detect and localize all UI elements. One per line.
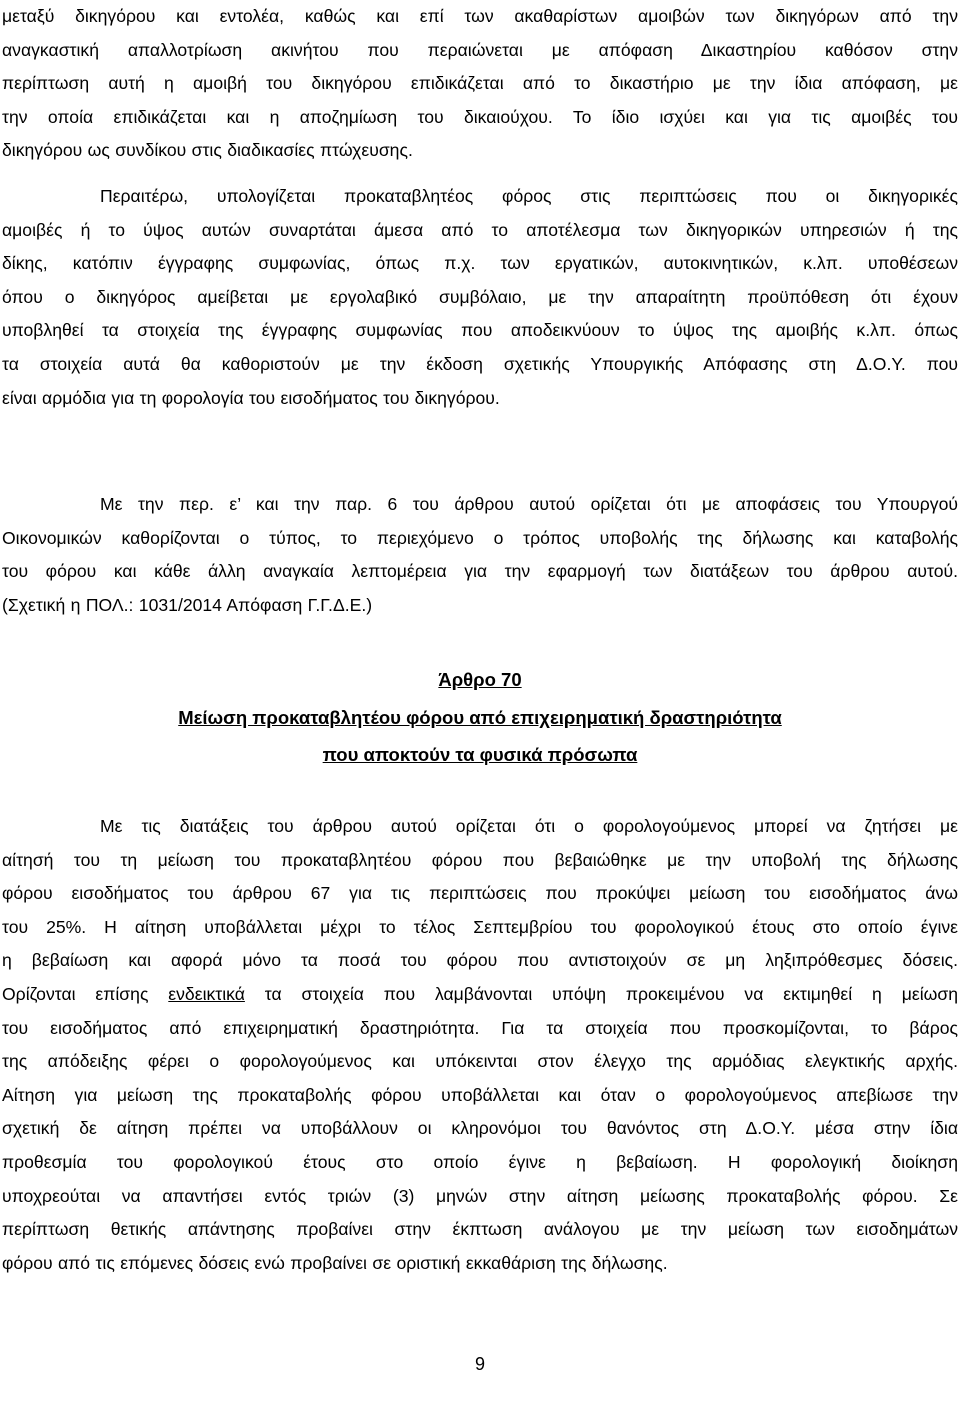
text-line-with-underline bbox=[2, 978, 958, 1012]
text-line: σχετική δε αίτηση πρέπει να υποβάλλουν οι κληρονόμοι του θανόντος στη Δ.Ο.Υ. μέσα στην ίδια bbox=[2, 1118, 958, 1139]
text-line: Αίτηση για μείωση της προκαταβολής φόρου υποβάλλεται και όταν ο φορολογούμενος απεβίωσε την bbox=[2, 1084, 958, 1105]
text-fragment: τα στοιχεία που λαμβάνονται υπόψη προκειμένου να εκτιμηθεί η μείωση bbox=[244, 983, 958, 1004]
text-line: Με την περ. ε’ και την παρ. 6 του άρθρου αυτού ορίζεται ότι με αποφάσεις του Υπουργού bbox=[100, 494, 958, 514]
text-line: Με τις διατάξεις του άρθρου αυτού ορίζεται ότι ο φορολογούμενος μπορεί να ζητήσει με bbox=[100, 816, 958, 836]
underlined-word: ενδεικτικά bbox=[168, 983, 245, 1004]
article-title-line-2: που αποκτούν τα φυσικά πρόσωπα bbox=[322, 744, 638, 765]
text-line: αμοιβές ή το ύψος αυτών συναρτάται άμεσα από το αποτέλεσμα των δικηγορικών υπηρεσιών ή της bbox=[2, 219, 958, 240]
text-line: μεταξύ δικηγόρου και εντολέα, καθώς και επί των ακαθαρίστων αμοιβών των δικηγόρων από την bbox=[2, 6, 958, 26]
text-line: είναι αρμόδια για τη φορολογία του εισοδήματος του δικηγόρου. bbox=[2, 387, 500, 408]
text-line: (Σχετική η ΠΟΛ.: 1031/2014 Απόφαση Γ.Γ.Δ.Ε.) bbox=[2, 594, 373, 615]
text-line: φόρου από τις επόμενες δόσεις ενώ προβαίνει σε οριστική εκκαθάριση της δήλωσης. bbox=[2, 1252, 668, 1273]
paragraph-contingency-fees bbox=[0, 180, 960, 415]
text-line: δίκης, κατόπιν έγγραφης συμφωνίας, όπως π.χ. των εργατικών, αυτοκινητικών, κ.λπ. υποθέσεων bbox=[2, 253, 958, 274]
text-line: περίπτωση αυτή η αμοιβή του δικηγόρου επιδικάζεται από το δικαστήριο με την ίδια απόφαση, με bbox=[2, 73, 958, 94]
text-line: Περαιτέρω, υπολογίζεται προκαταβλητέος φόρος στις περιπτώσεις που οι δικηγορικές bbox=[100, 186, 958, 206]
text-line: περίπτωση θετικής απάντησης προβαίνει στην έκπτωση ανάλογου με την μείωση των εισοδημάτων bbox=[2, 1219, 958, 1240]
text-line: η βεβαίωση και αφορά μόνο τα ποσά του φόρου που αντιστοιχούν σε μη ληξιπρόθεσμες δόσεις. bbox=[2, 950, 958, 971]
text-line: δικηγόρου ως συνδίκου στις διαδικασίες πτώχευσης. bbox=[2, 140, 413, 161]
text-line: του φόρου και κάθε άλλη αναγκαία λεπτομέρεια για την εφαρμογή των διατάξεων του άρθρου αυτού. bbox=[2, 561, 958, 582]
text-line: του 25%. Η αίτηση υποβάλλεται μέχρι το τέλος Σεπτεμβρίου του φορολογικού έτους στο οποίο έγινε bbox=[2, 916, 958, 937]
text-fragment: Ορίζονται επίσης bbox=[2, 983, 169, 1004]
text-line: τα στοιχεία αυτά θα καθοριστούν με την έκδοση σχετικής Υπουργικής Απόφασης στη Δ.Ο.Υ. που bbox=[2, 353, 958, 374]
page-number: 9 bbox=[474, 1354, 485, 1374]
text-line: προθεσμία του φορολογικού έτους στο οποίο έγινε η βεβαίωση. Η φορολογική διοίκηση bbox=[2, 1151, 958, 1172]
text-line: αίτησή του τη μείωση του προκαταβλητέου φόρου που βεβαιώθηκε με την υποβολή της δήλωσης bbox=[2, 849, 958, 870]
article-title-line-1: Μείωση προκαταβλητέου φόρου από επιχειρηματική δραστηριότητα bbox=[178, 707, 782, 728]
text-line: υποχρεούται να απαντήσει εντός τριών (3) μηνών στην αίτηση μείωσης προκαταβολής φόρου. Σε bbox=[2, 1185, 958, 1206]
text-line: αναγκαστική απαλλοτρίωση ακινήτου που περαιώνεται με απόφαση Δικαστηρίου καθόσον στην bbox=[2, 39, 958, 60]
text-line: υποβληθεί τα στοιχεία της έγγραφης συμφωνίας που αποδεικνύουν το ύψος της αμοιβής κ.λπ. όπως bbox=[2, 320, 958, 341]
paragraph-continuation bbox=[0, 0, 960, 168]
text-line: Οικονομικών καθορίζονται ο τύπος, το περιεχόμενο ο τρόπος υποβολής της δήλωσης και καταβολής bbox=[2, 527, 958, 548]
text-line: της απόδειξης φέρει ο φορολογούμενος και υπόκεινται στον έλεγχο της αρμόδιας ελεγκτικής αρχής. bbox=[2, 1051, 958, 1072]
text-line: φόρου εισοδήματος του άρθρου 67 για τις περιπτώσεις που προκύψει μείωση του εισοδήματος άνω bbox=[2, 883, 958, 904]
paragraph-article-70-body bbox=[0, 810, 960, 1280]
paragraph-ministerial-decisions bbox=[0, 488, 960, 622]
text-line: την οποία επιδικάζεται και η αποζημίωση του δικαιούχου. Το ίδιο ισχύει και για τις αμοιβές του bbox=[2, 106, 958, 127]
text-line: του εισοδήματος από επιχειρηματική δραστηριότητα. Για τα στοιχεία που προσκομίζονται, το βάρος bbox=[2, 1017, 958, 1038]
text-line: όπου ο δικηγόρος αμείβεται με εργολαβικό συμβόλαιο, με την απαραίτητη προϋπόθεση ότι έχουν bbox=[2, 286, 958, 307]
article-number: Άρθρο 70 bbox=[438, 669, 522, 690]
